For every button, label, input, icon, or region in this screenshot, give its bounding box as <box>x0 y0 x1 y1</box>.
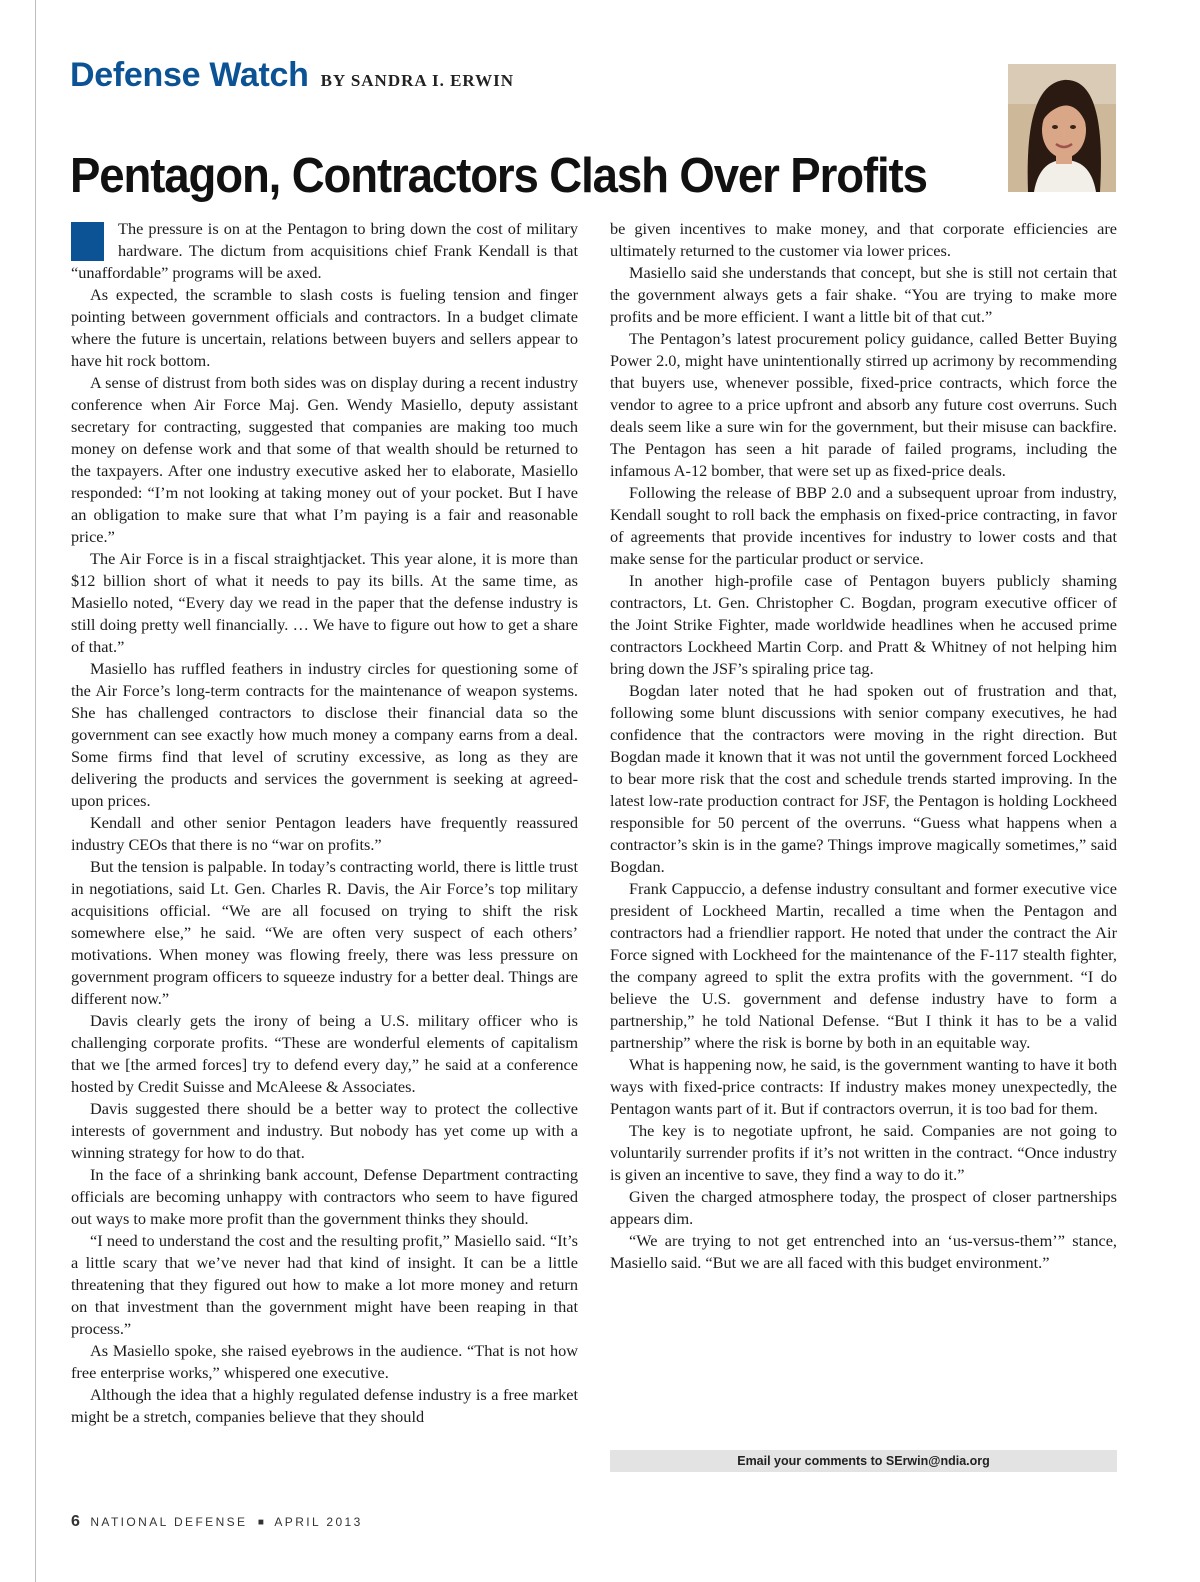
article-paragraph: In another high-profile case of Pentagon buyers publicly shaming contractors, Lt. Gen. Christopher C. Bogdan, program executive officer of the Joint Strike Fighter, made worldwide headlines when he accused prime contractors Lockheed Martin Corp. and Pratt & Whitney of not helping him bring down the JSF’s spiraling price tag. <box>610 571 1117 678</box>
article-paragraph: The Air Force is in a fiscal straightjacket. This year alone, it is more than $12 billion short of what it needs to pay its bills. At the same time, as Masiello noted, “Every day we read in the paper that the defense industry is still doing pretty well financially. … We have to figure out how to get a share of that.” <box>71 549 578 656</box>
drop-cap-square-icon <box>71 222 104 261</box>
article-paragraph: “We are trying to not get entrenched into an ‘us-versus-them’” stance, Masiello said. “But we are all faced with this budget environment.” <box>610 1231 1117 1272</box>
article-column-left <box>71 218 578 1428</box>
article-paragraph: Davis clearly gets the irony of being a U.S. military officer who is challenging corporate profits. “These are wonderful elements of capitalism that we [the armed forces] try to defend every day,” he said at a conference hosted by Credit Suisse and McAleese & Associates. <box>71 1011 578 1096</box>
article-paragraph <box>71 218 578 284</box>
article-paragraph: Frank Cappuccio, a defense industry consultant and former executive vice president of Lockheed Martin, recalled a time when the Pentagon and contractors had a friendlier rapport. He noted that under the contract the Air Force signed with Lockheed for the maintenance of the F-117 stealth fighter, the company agreed to split the extra profits with the government. “I do believe the U.S. government and defense industry have to form a partnership,” he told National Defense. “But I think it has to be a valid partnership” where the risk is borne by both in an equitable way. <box>610 879 1117 1052</box>
article-paragraph: Davis suggested there should be a better way to protect the collective interests of government and industry. But nobody has yet come up with a winning strategy for how to do that. <box>71 1099 578 1162</box>
article-paragraph: The key is to negotiate upfront, he said. Companies are not going to voluntarily surrender profits if it’s not written in the contract. “Once industry is given an incentive to save, they find a way to do it.” <box>610 1121 1117 1184</box>
article-paragraph: be given incentives to make money, and that corporate efficiencies are ultimately returned to the customer via lower prices. <box>610 219 1117 260</box>
article-paragraph: “I need to understand the cost and the resulting profit,” Masiello said. “It’s a little scary that we’ve never had that kind of insight. It can be a little threatening that they figured out how to make a lot more money and return on that investment than the government might have been reaping in that process.” <box>71 1231 578 1338</box>
footer-separator-icon: ■ <box>257 1517 264 1528</box>
article-column-right <box>610 218 1117 1274</box>
article-paragraph: What is happening now, he said, is the government wanting to have it both ways with fixed-price contracts: If industry makes money unexpectedly, the Pentagon wants part of it. But if contractors overrun, it is too bad for them. <box>610 1055 1117 1118</box>
column-header <box>70 56 514 95</box>
page-margin-rule <box>35 0 36 1582</box>
issue-date: APRIL 2013 <box>274 1515 363 1529</box>
author-photo <box>1008 64 1116 192</box>
article-paragraph: The Pentagon’s latest procurement policy guidance, called Better Buying Power 2.0, might have unintentionally stirred up acrimony by recommending that buyers use, whenever possible, fixed-price contracts, which force the vendor to agree to a price upfront and absorb any future cost overruns. Such deals seem like a sure win for the government, but their misuse can backfire. The Pentagon has seen a hit parade of failed programs, including the infamous A-12 bomber, that were set up as fixed-price deals. <box>610 329 1117 480</box>
article-paragraph: Although the idea that a highly regulated defense industry is a free market might be a stretch, companies believe that they should <box>71 1385 578 1426</box>
article-paragraph: As Masiello spoke, she raised eyebrows in the audience. “That is not how free enterprise works,” whispered one executive. <box>71 1341 578 1382</box>
article-paragraph: In the face of a shrinking bank account, Defense Department contracting officials are becoming unhappy with contractors who seem to have figured out ways to make more profit than the government thinks they should. <box>71 1165 578 1228</box>
page-number: 6 <box>71 1513 80 1530</box>
article-paragraph: Masiello said she understands that concept, but she is still not certain that the government always gets a fair shake. “You are trying to make more profits and be more efficient. I want a little bit of that cut.” <box>610 263 1117 326</box>
email-address-link[interactable]: SErwin@ndia.org <box>885 1454 990 1468</box>
article-paragraph: As expected, the scramble to slash costs is fueling tension and finger pointing between government officials and contractors. In a budget climate where the future is uncertain, relations between buyers and sellers appear to have hit rock bottom. <box>71 285 578 370</box>
article-paragraph: Masiello has ruffled feathers in industry circles for questioning some of the Air Force’s long-term contracts for the maintenance of weapon systems. She has challenged contractors to disclose their financial data so the government can see exactly how much money a company earns from a deal. Some firms find that level of scrutiny excessive, as long as they are delivering the products and services the government is seeking at agreed-upon prices. <box>71 659 578 810</box>
article-paragraph: Following the release of BBP 2.0 and a subsequent uproar from industry, Kendall sought to roll back the emphasis on fixed-price contracting, in favor of agreements that provide incentives for industry to lower costs and that make sense for the particular product or service. <box>610 483 1117 568</box>
article-paragraph: Kendall and other senior Pentagon leaders have frequently reassured industry CEOs that there is no “war on profits.” <box>71 813 578 854</box>
email-comments-bar <box>610 1450 1117 1472</box>
column-name: Defense Watch <box>70 56 309 94</box>
author-byline: BY SANDRA I. ERWIN <box>320 71 514 90</box>
paragraph-text: The pressure is on at the Pentagon to bring down the cost of military hardware. The dictum from acquisitions chief Frank Kendall is that “unaffordable” programs will be axed. <box>71 219 578 282</box>
publication-name: NATIONAL DEFENSE <box>90 1515 248 1529</box>
page-footer <box>71 1513 363 1531</box>
article-paragraph: Bogdan later noted that he had spoken out of frustration and that, following some blunt discussions with senior company executives, he had confidence that the contractors were moving in the right direction. But Bogdan made it known that it was not until the government forced Lockheed to bear more risk that the cost and schedule trends started improving. In the latest low-rate production contract for JSF, the Pentagon is holding Lockheed responsible for 50 percent of the overruns. “Guess what happens when a contractor’s skin is in the game? Things improve magically sometimes,” said Bogdan. <box>610 681 1117 876</box>
author-portrait-icon <box>1008 64 1116 192</box>
article-paragraph: A sense of distrust from both sides was on display during a recent industry conference when Air Force Maj. Gen. Wendy Masiello, deputy assistant secretary for contracting, suggested that companies are making too much money on defense work and that some of that wealth should be returned to the taxpayers. After one industry executive asked her to elaborate, Masiello responded: “I’m not looking at taking money out of your pocket. But I have an obligation to make sure that what I’m paying is a fair and reasonable price.” <box>71 373 578 546</box>
article-paragraph: Given the charged atmosphere today, the prospect of closer partnerships appears dim. <box>610 1187 1117 1228</box>
email-prompt: Email your comments to <box>737 1454 886 1468</box>
article-paragraph: But the tension is palpable. In today’s contracting world, there is little trust in negotiations, said Lt. Gen. Charles R. Davis, the Air Force’s top military acquisitions official. “We are all focused on trying to shift the risk somewhere else,” he said. “We are often very suspect of each others’ motivations. When money was flowing freely, there was less pressure on government program officers to squeeze industry for a better deal. Things are different now.” <box>71 857 578 1008</box>
article-headline: Pentagon, Contractors Clash Over Profits <box>70 149 927 203</box>
